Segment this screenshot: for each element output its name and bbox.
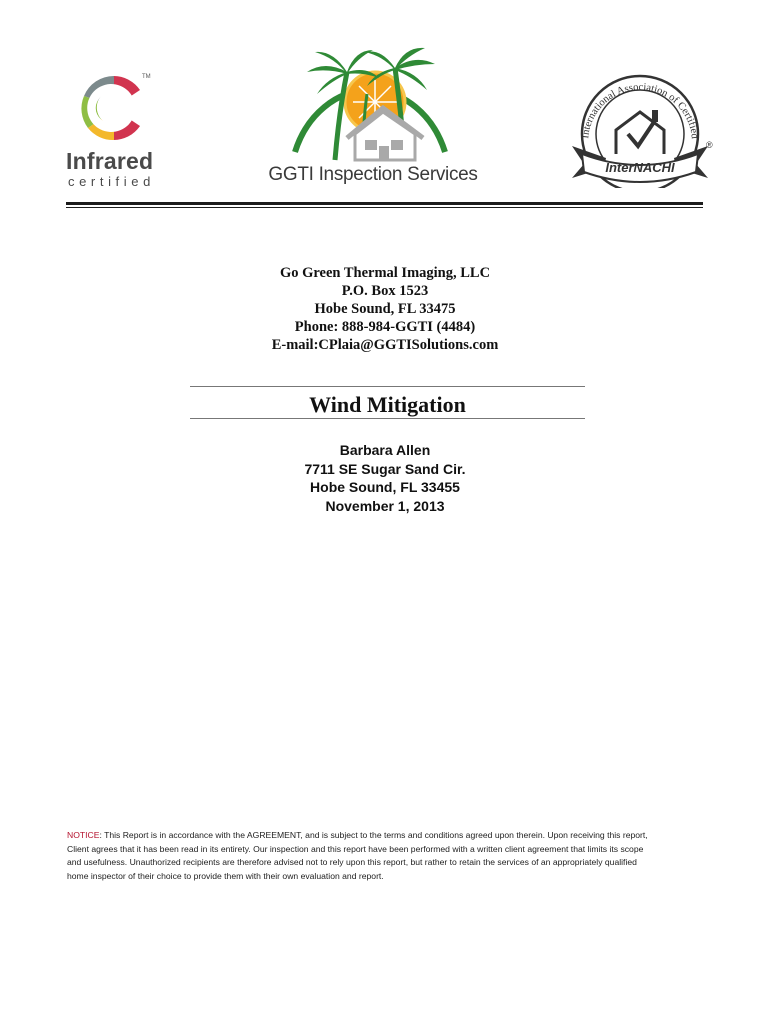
- client-info: [235, 441, 535, 515]
- internachi-registered-mark: ®: [706, 140, 713, 150]
- ggti-logo: [255, 42, 485, 192]
- client-name: Barbara Allen: [339, 442, 431, 458]
- infrared-tm: TM: [142, 74, 151, 80]
- company-info: [185, 264, 585, 354]
- header-rule-bottom: [66, 207, 703, 208]
- report-title: Wind Mitigation: [309, 392, 466, 417]
- notice-line-2: Client agrees that it has been read in its entirety. Our inspection and this report have been performed with a written client agreement that limits its scope: [67, 843, 644, 854]
- internachi-logo: [566, 68, 716, 188]
- infrared-certified-word: certified: [68, 174, 155, 189]
- title-rule-top: [190, 386, 585, 387]
- company-phone: Phone: 888-984-GGTI (4484): [294, 319, 476, 335]
- client-city: Hobe Sound, FL 33455: [310, 479, 460, 495]
- header-rule-top: [66, 202, 703, 205]
- internachi-arc-text: International Association of Certified: [580, 81, 700, 140]
- notice-line-1: : This Report is in accordance with the AGREEMENT, and is subject to the terms and conditions agreed upon therein. Upon receiving this report,: [99, 830, 648, 840]
- notice-line-3: and usefulness. Unauthorized recipients are therefore advised not to rely upon this report, but rather to retain the services of an appropriately qualified: [67, 857, 637, 868]
- internachi-banner-text: InterNACHI: [605, 160, 675, 175]
- internachi-seal-icon: [566, 68, 716, 188]
- client-street: 7711 SE Sugar Sand Cir.: [304, 460, 466, 477]
- report-date: November 1, 2013: [325, 497, 445, 514]
- ggti-company-name: GGTI Inspection Services: [268, 164, 478, 185]
- company-city: Hobe Sound, FL 33475: [314, 301, 456, 317]
- company-name: Go Green Thermal Imaging, LLC: [279, 265, 491, 281]
- infrared-word: Infrared: [66, 148, 154, 174]
- infrared-certified-logo: [62, 70, 172, 190]
- company-po-box: P.O. Box 1523: [341, 283, 429, 299]
- notice-line-4: home inspector of their choice to provide them with their own evaluation and report.: [67, 870, 384, 881]
- infrared-c-ring-icon: [74, 70, 154, 146]
- notice-label: NOTICE: [67, 830, 100, 840]
- ggti-palm-sun-house-icon: [255, 42, 485, 167]
- company-email: E-mail:CPlaia@GGTISolutions.com: [271, 337, 499, 353]
- notice-paragraph: [67, 829, 707, 883]
- title-rule-bottom: [190, 418, 585, 419]
